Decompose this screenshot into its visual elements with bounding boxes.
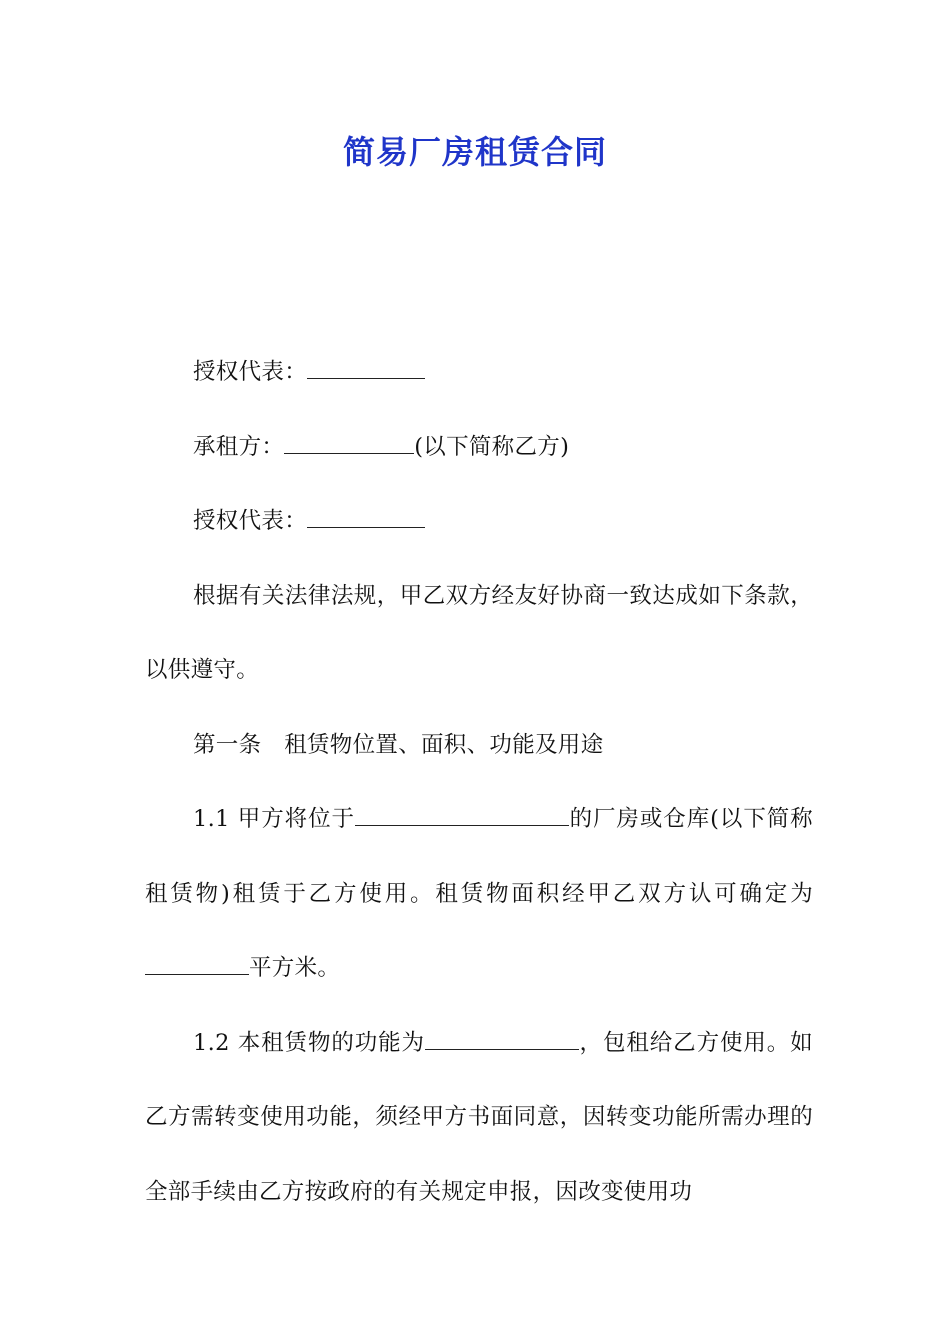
document-body — [145, 335, 813, 1229]
fill-blank — [145, 973, 249, 975]
authorized-rep-label: 授权代表： — [193, 508, 308, 534]
fill-blank — [307, 526, 425, 528]
clause-1-1-text-c: 平方米。 — [249, 955, 341, 981]
clause-1-2-text-a: 1.2 本租赁物的功能为 — [193, 1029, 425, 1056]
clause-1-1 — [145, 782, 813, 1006]
preamble-paragraph: 根据有关法律法规，甲乙双方经友好协商一致达成如下条款，以供遵守。 — [145, 582, 813, 683]
lessee-suffix: (以下简称乙方) — [414, 433, 570, 460]
authorized-rep-label: 授权代表： — [193, 359, 308, 385]
lessee-line — [145, 410, 813, 485]
fill-blank — [355, 824, 569, 826]
authorized-rep-line-2 — [145, 484, 813, 559]
clause-1-2 — [145, 1006, 813, 1230]
clause-1-2-text-b: ，包租给乙方使用。如乙方需转变使用功能，须经甲方书面同意，因转变功能所需办理的全部手续由乙方按政府的有关规定申报，因改变使用功 — [145, 1029, 813, 1205]
fill-blank — [307, 377, 425, 379]
fill-blank — [284, 452, 414, 454]
article-1-heading: 第一条 租赁物位置、面积、功能及用途 — [193, 731, 604, 758]
lessee-label: 承租方： — [193, 433, 285, 460]
document-title: 简易厂房租赁合同 — [342, 133, 607, 171]
authorized-rep-line-1 — [145, 335, 813, 410]
clause-1-1-text-b: 的厂房或仓库(以下简称租赁物)租赁于乙方使用。租赁物面积经甲乙双方认可确定为 — [145, 806, 813, 907]
fill-blank — [425, 1048, 579, 1050]
clause-1-1-text-a: 1.1 甲方将位于 — [193, 806, 355, 832]
